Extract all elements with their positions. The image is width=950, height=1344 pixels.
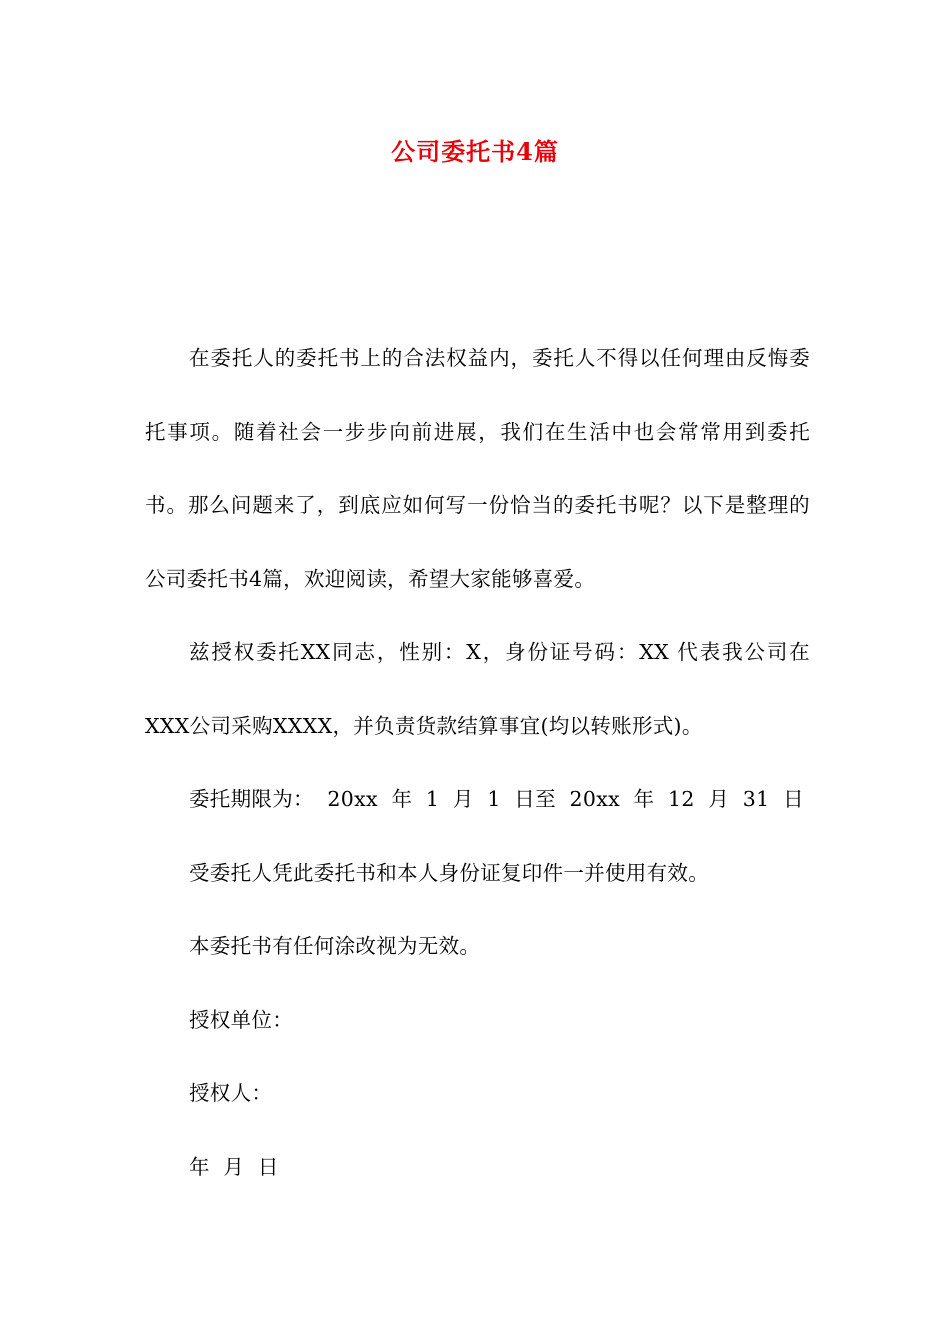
date-line: 年 月 日 (189, 1154, 279, 1179)
authorizing-unit-line: 授权单位： (189, 1007, 293, 1032)
alteration-paragraph: 本委托书有任何涂改视为无效。 (189, 934, 481, 958)
document-body (145, 322, 810, 1204)
validity-paragraph: 受委托人凭此委托书和本人身份证复印件一并使用有效。 (189, 860, 709, 885)
authorization-paragraph: 兹授权委托XX同志，性别：X，身份证号码：XX 代表我公司在XXX公司采购XXXX，并负责货款结算事宜(均以转账形式)。 (145, 640, 810, 738)
document-title: 公司委托书4篇 (391, 137, 559, 166)
term-paragraph: 委托期限为： 20xx 年 1 月 1 日至 20xx 年 12 月 31 日 (189, 787, 804, 811)
intro-paragraph: 在委托人的委托书上的合法权益内，委托人不得以任何理由反悔委托事项。随着社会一步步向前进展，我们在生活中也会常常用到委托书。那么问题来了，到底应如何写一份恰当的委托书呢？以下是整理的公司委托书4篇，欢迎阅读，希望大家能够喜爱。 (145, 346, 810, 591)
authorizer-line: 授权人： (189, 1081, 273, 1105)
